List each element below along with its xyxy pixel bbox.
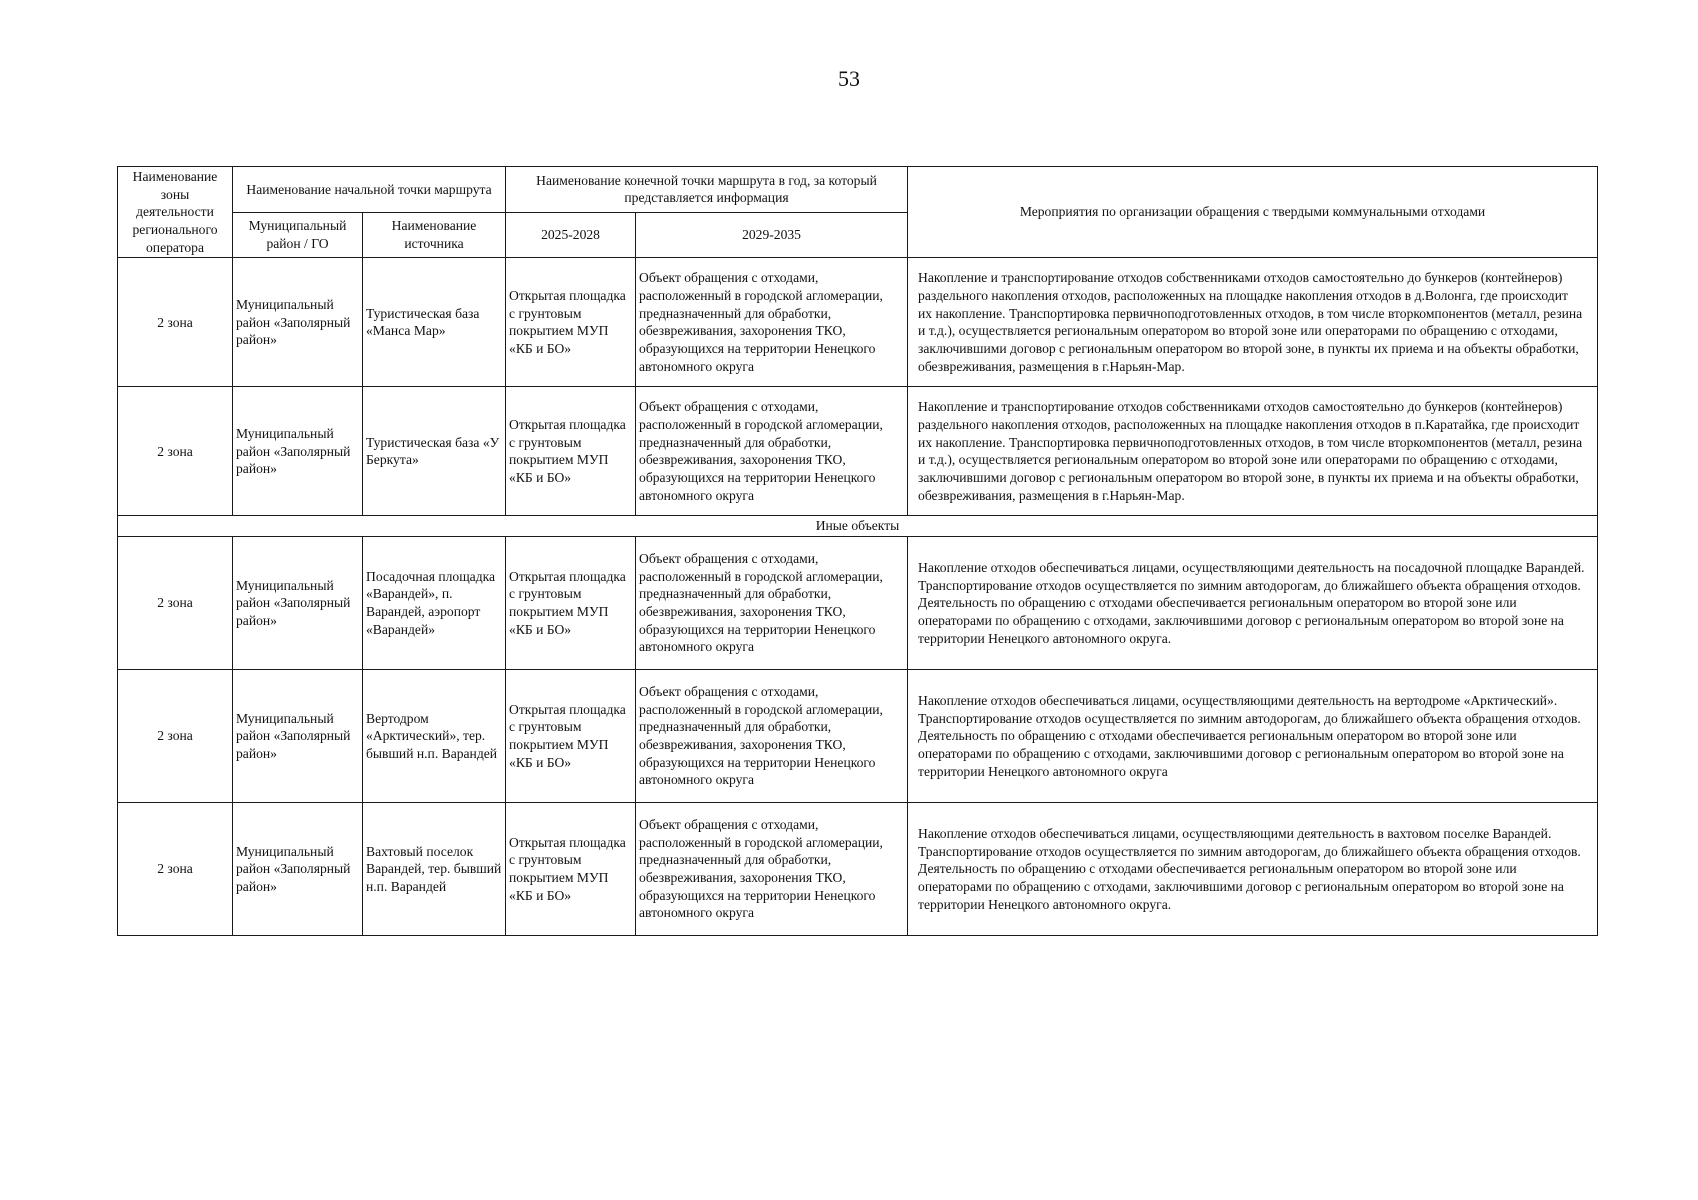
zone-cell: 2 зона — [118, 803, 233, 936]
municipality-cell: Муниципальный район «Заполярный район» — [233, 803, 363, 936]
source-cell: Посадочная площадка «Варандей», п. Варандей, аэропорт «Варандей» — [363, 537, 506, 670]
source-cell: Вахтовый поселок Варандей, тер. бывший н.п. Варандей — [363, 803, 506, 936]
municipality-cell: Муниципальный район «Заполярный район» — [233, 387, 363, 516]
header-municipality: Муниципальный район / ГО — [233, 212, 363, 258]
municipality-cell: Муниципальный район «Заполярный район» — [233, 670, 363, 803]
municipality-cell: Муниципальный район «Заполярный район» — [233, 537, 363, 670]
end-point-2029-cell: Объект обращения с отходами, расположенный в городской агломерации, предназначенный для обработки, обезвреживания, захоронения ТКО, образующихся на территории Ненецкого автономного округа — [636, 387, 908, 516]
municipality-cell: Муниципальный район «Заполярный район» — [233, 258, 363, 387]
header-end-point: Наименование конечной точки маршрута в год, за который представляется информация — [506, 167, 908, 213]
table-row — [118, 258, 1598, 387]
end-point-2025-cell: Открытая площадка с грунтовым покрытием МУП «КБ и БО» — [506, 670, 636, 803]
header-period-2029-2035: 2029-2035 — [636, 212, 908, 258]
table-row — [118, 537, 1598, 670]
source-cell: Туристическая база «Манса Мар» — [363, 258, 506, 387]
activities-cell: Накопление и транспортирование отходов собственниками отходов самостоятельно до бункеров (контейнеров) раздельного накопления отходов, расположенных на площадке накопления отходов в п.Каратайка, где происходит их накопление. Транспортировка первичноподготовленных отходов, в том числе вторкомпонентов (металл, резина и т.д.), осуществляется региональным оператором во второй зоне или операторами по обращению с отходами, заключившими договор с региональным оператором во второй зоне, в пункты их приема и на объекты обработки, обезвреживания, размещения в г.Нарьян-Мар. — [908, 387, 1598, 516]
header-source: Наименование источника — [363, 212, 506, 258]
table-row — [118, 387, 1598, 516]
table-row — [118, 803, 1598, 936]
header-start-point: Наименование начальной точки маршрута — [233, 167, 506, 213]
zone-cell: 2 зона — [118, 670, 233, 803]
end-point-2025-cell: Открытая площадка с грунтовым покрытием МУП «КБ и БО» — [506, 537, 636, 670]
activities-cell: Накопление отходов обеспечиваться лицами, осуществляющими деятельность на посадочной площадке Варандей. Транспортирование отходов осуществляется по зимним автодорогам, до ближайшего объекта обращения отходов. Деятельность по обращению с отходами обеспечивается региональным оператором во второй зоне или операторами по обращению с отходами, заключившими договор с региональным оператором во второй зоне на территории Ненецкого автономного округа. — [908, 537, 1598, 670]
end-point-2029-cell: Объект обращения с отходами, расположенный в городской агломерации, предназначенный для обработки, обезвреживания, захоронения ТКО, образующихся на территории Ненецкого автономного округа — [636, 258, 908, 387]
zone-cell: 2 зона — [118, 258, 233, 387]
header-zone: Наименование зоны деятельности регионального оператора — [118, 167, 233, 258]
end-point-2025-cell: Открытая площадка с грунтовым покрытием МУП «КБ и БО» — [506, 803, 636, 936]
activities-cell: Накопление отходов обеспечиваться лицами, осуществляющими деятельность в вахтовом поселке Варандей. Транспортирование отходов осуществляется по зимним автодорогам, до ближайшего объекта обращения отходов. Деятельность по обращению с отходами обеспечивается региональным оператором во второй зоне или операторами по обращению с отходами, заключившими договор с региональным оператором во второй зоне на территории Ненецкого автономного округа. — [908, 803, 1598, 936]
activities-cell: Накопление отходов обеспечиваться лицами, осуществляющими деятельность на вертодроме «Арктический». Транспортирование отходов осуществляется по зимним автодорогам, до ближайшего объекта обращения отходов. Деятельность по обращению с отходами обеспечивается региональным оператором во второй зоне или операторами по обращению с отходами, заключившими договор с региональным оператором во второй зоне на территории Ненецкого автономного округа — [908, 670, 1598, 803]
end-point-2029-cell: Объект обращения с отходами, расположенный в городской агломерации, предназначенный для обработки, обезвреживания, захоронения ТКО, образующихся на территории Ненецкого автономного округа — [636, 670, 908, 803]
end-point-2025-cell: Открытая площадка с грунтовым покрытием МУП «КБ и БО» — [506, 258, 636, 387]
zone-cell: 2 зона — [118, 537, 233, 670]
activities-cell: Накопление и транспортирование отходов собственниками отходов самостоятельно до бункеров (контейнеров) раздельного накопления отходов, расположенных на площадке накопления отходов в д.Волонга, где происходит их накопление. Транспортировка первичноподготовленных отходов, в том числе вторкомпонентов (металл, резина и т.д.), осуществляется региональным оператором во второй зоне или операторами по обращению с отходами, заключившими договор с региональным оператором во второй зоне, в пункты их приема и на объекты обработки, обезвреживания, размещения в г.Нарьян-Мар. — [908, 258, 1598, 387]
header-activities: Мероприятия по организации обращения с твердыми коммунальными отходами — [908, 167, 1598, 258]
waste-route-table — [117, 166, 1598, 936]
table-header — [118, 167, 1598, 258]
section-title: Иные объекты — [118, 516, 1598, 537]
end-point-2029-cell: Объект обращения с отходами, расположенный в городской агломерации, предназначенный для обработки, обезвреживания, захоронения ТКО, образующихся на территории Ненецкого автономного округа — [636, 803, 908, 936]
table-row — [118, 670, 1598, 803]
source-cell: Вертодром «Арктический», тер. бывший н.п. Варандей — [363, 670, 506, 803]
end-point-2029-cell: Объект обращения с отходами, расположенный в городской агломерации, предназначенный для обработки, обезвреживания, захоронения ТКО, образующихся на территории Ненецкого автономного округа — [636, 537, 908, 670]
section-row — [118, 516, 1598, 537]
end-point-2025-cell: Открытая площадка с грунтовым покрытием МУП «КБ и БО» — [506, 387, 636, 516]
zone-cell: 2 зона — [118, 387, 233, 516]
header-period-2025-2028: 2025-2028 — [506, 212, 636, 258]
source-cell: Туристическая база «У Беркута» — [363, 387, 506, 516]
page-number: 53 — [838, 66, 860, 91]
